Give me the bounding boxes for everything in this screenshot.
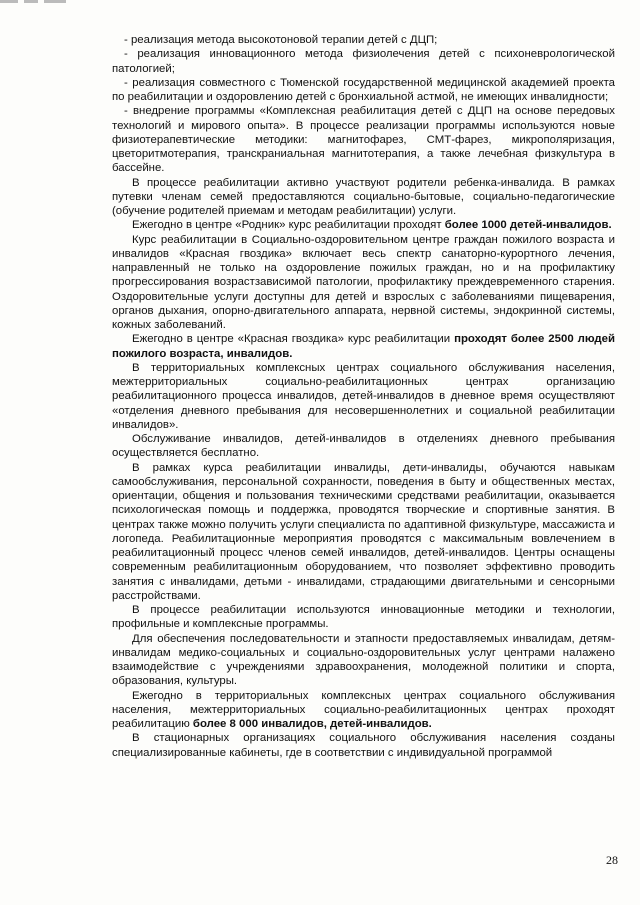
paragraph — [112, 218, 615, 232]
body-text — [112, 33, 615, 760]
text-run: Обслуживание инвалидов, детей-инвалидов в отделениях дневного пребывания осуществляется бесплатно. — [112, 433, 615, 460]
text-run: В процессе реабилитации активно участвуют родители ребенка-инвалида. В рамках путевки членам семей предоставляются социально-бытовые, социально-педагогические (обучение родителей приемам и методам реабилитации) услуги. — [112, 176, 615, 217]
text-run: В территориальных комплексных центрах социального обслуживания населения, межтерриториальных социально-реабилитационных центрах организацию реабилитационного процесса инвалидов, детей-инвалидов в дневное время осуществляют «отделения дневного пребывания для несовершеннолетних и социальной реабилитации инвалидов». — [112, 361, 615, 431]
text-run: В процессе реабилитации используются инновационные методики и технологии, профильные и комплексные программы. — [112, 604, 615, 631]
paragraph — [112, 361, 615, 432]
text-run: - внедрение программы «Комплексная реабилитация детей с ДЦП на основе передовых технологий и мирового опыта». В процессе реализации программы используются новые физиотерапевтические методики: магнитофарез, СМТ-фарез, микрополяризация, цветоритмотерапия, транскраниальная магнитотерапия, а также лечебная физкультура в бассейне. — [112, 105, 615, 175]
paragraph — [112, 33, 615, 47]
paragraph — [112, 461, 615, 604]
paragraph — [112, 47, 615, 76]
text-run: - реализация метода высокотоновой терапии детей с ДЦП; — [124, 34, 438, 46]
text-run: В стационарных организациях социального обслуживания населения созданы специализированные кабинеты, где в соответствии с индивидуальной программой — [112, 732, 615, 759]
text-run: Ежегодно в центре «Родник» курс реабилитации проходят — [132, 219, 445, 232]
text-run: - реализация инновационного метода физиолечения детей с психоневрологической патологией; — [112, 48, 615, 75]
bold-text: более 8 000 инвалидов, детей-инвалидов. — [192, 718, 432, 730]
paragraph — [112, 603, 615, 632]
page-number: 28 — [606, 853, 618, 867]
text-run: Курс реабилитации в Социально-оздоровительном центре граждан пожилого возраста и инвалидов «Красная гвоздика» включает весь спектр санаторно-курортного лечения, направленный не только на оздоровление пожилых граждан, но и на профилактику прогрессирования возрастзависимой патологии, профилактику преждевременного старения. Оздоровительные услуги доступны для детей и взрослых с заболеваниями пищеварения, органов дыхания, опорно-двигательного аппарата, нервной системы, эндокринной системы, кожных заболеваний. — [112, 233, 615, 331]
paragraph — [112, 176, 615, 219]
paragraph — [112, 104, 615, 175]
scan-artifact — [0, 0, 90, 8]
text-run: Ежегодно в центре «Красная гвоздика» курс реабилитации — [132, 333, 455, 346]
paragraph — [112, 689, 615, 732]
bold-text: проходят более 2500 людей пожилого возраста, инвалидов. — [112, 333, 615, 360]
text-run: Ежегодно в территориальных комплексных центрах социального обслуживания населения, межтерриториальных социально-реабилитационных центрах проходят реабилитацию — [112, 689, 615, 730]
text-run: - реализация совместного с Тюменской государственной медицинской академией проекта по реабилитации и оздоровлению детей с бронхиальной астмой, не имеющих инвалидности; — [112, 76, 615, 103]
text-run: В рамках курса реабилитации инвалиды, дети-инвалиды, обучаются навыкам самообслуживания, персональной сохранности, поведения в быту и общественных местах, ориентации, общения и пользования техническими средствами реабилитации, оказывается психологическая помощь и поддержка, проводятся творческие и спортивные занятия. В центрах также можно получить услуги специалиста по адаптивной физкультуре, массажиста и логопеда. Реабилитационные мероприятия проводятся с максимальным вовлечением в реабилитационный процесс членов семей инвалидов, детей-инвалидов. Центры оснащены современным реабилитационным оборудованием, что позволяет эффективно проводить занятия с инвалидами, детьми - инвалидами, страдающими двигательными и сенсорными расстройствами. — [112, 461, 615, 602]
paragraph — [112, 731, 615, 760]
text-run: Для обеспечения последовательности и этапности предоставляемых инвалидам, детям-инвалидам медико-социальных и социально-оздоровительных услуг центрами налажено взаимодействие с учреждениями здравоохранения, молодежной политики и спорта, образования, культуры. — [112, 632, 615, 688]
paragraph — [112, 632, 615, 689]
paragraph — [112, 332, 615, 361]
paragraph — [112, 233, 615, 333]
paragraph — [112, 76, 615, 105]
paragraph — [112, 432, 615, 461]
bold-text: более 1000 детей-инвалидов. — [444, 219, 612, 232]
